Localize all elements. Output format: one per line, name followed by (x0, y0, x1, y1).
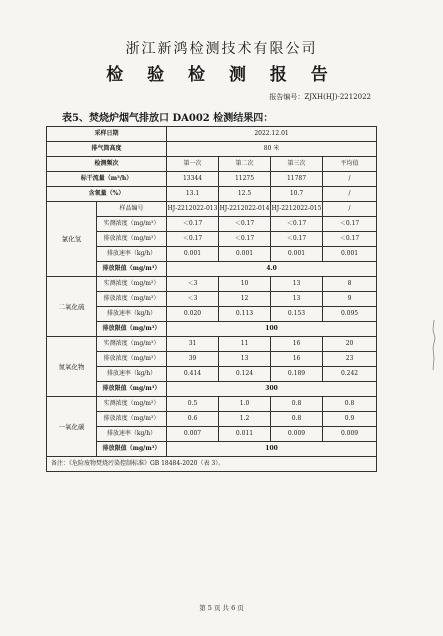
cell: 39 (167, 352, 219, 367)
pollutant-name-so2: 二氧化硫 (47, 277, 97, 337)
cell: ＜0.17 (219, 232, 271, 247)
cell: 0.242 (323, 367, 377, 382)
table-note: 备注：《危险废物焚烧污染控制标准》GB 18484-2020（表 3）。 (47, 457, 377, 472)
row-label: 排放速率（kg/h） (97, 307, 167, 322)
cell: 0.153 (271, 307, 323, 322)
stack-height-value: 80 米 (167, 142, 377, 157)
table-row (47, 307, 377, 322)
cell: 0.8 (271, 397, 323, 412)
freq-c3: 第三次 (271, 157, 323, 172)
cell: ＜3 (167, 292, 219, 307)
limit-value: 100 (167, 442, 377, 457)
row-label: 排放浓度（mg/m³） (97, 232, 167, 247)
table-row (47, 412, 377, 427)
cell: 1.0 (219, 397, 271, 412)
limit-label: 排放限值（mg/m³） (97, 262, 167, 277)
table-row (47, 382, 377, 397)
cell: 0.5 (167, 397, 219, 412)
row-label: 排放浓度（mg/m³） (97, 412, 167, 427)
table-row (47, 172, 377, 187)
row-label: 排放速率（kg/h） (97, 427, 167, 442)
cell: 11 (219, 337, 271, 352)
results-table (46, 126, 377, 472)
company-name: 浙江新鸿检测技术有限公司 (125, 41, 318, 57)
cell: 0.124 (219, 367, 271, 382)
table-row (47, 457, 377, 472)
table-row (47, 337, 377, 352)
sample-no-c1: HJ-2212022-013 (167, 202, 219, 217)
cell: 31 (167, 337, 219, 352)
limit-value: 100 (167, 322, 377, 337)
freq-avg: 平均值 (323, 157, 377, 172)
table-row (47, 202, 377, 217)
table-row (47, 397, 377, 412)
cell: 8 (323, 277, 377, 292)
limit-value: 300 (167, 382, 377, 397)
cell: 0.095 (323, 307, 377, 322)
cell: 13 (271, 277, 323, 292)
flow-label: 标干流量（m³/h） (47, 172, 167, 187)
freq-c1: 第一次 (167, 157, 219, 172)
table-row (47, 262, 377, 277)
margin-mark-icon (431, 320, 437, 370)
cell: 13 (271, 292, 323, 307)
table-row (47, 232, 377, 247)
cell: 0.011 (219, 427, 271, 442)
cell: 0.8 (271, 412, 323, 427)
table-title: 表5、焚烧炉烟气排放口 DA002 检测结果四： (62, 113, 274, 124)
o2-c3: 10.7 (271, 187, 323, 202)
freq-c2: 第二次 (219, 157, 271, 172)
cell: 12 (219, 292, 271, 307)
table-row (47, 247, 377, 262)
table-row (47, 352, 377, 367)
freq-label: 检测频次 (47, 157, 167, 172)
o2-label: 含氧量（%） (47, 187, 167, 202)
cell: 0.001 (219, 247, 271, 262)
pollutant-name-nox: 氮氧化物 (47, 337, 97, 397)
row-label: 实测浓度（mg/m³） (97, 277, 167, 292)
cell: ＜0.17 (167, 232, 219, 247)
cell: 23 (323, 352, 377, 367)
o2-c1: 13.1 (167, 187, 219, 202)
table-row (47, 427, 377, 442)
row-label: 实测浓度（mg/m³） (97, 217, 167, 232)
flow-c2: 11275 (219, 172, 271, 187)
sample-no-c2: HJ-2212022-014 (219, 202, 271, 217)
cell: 1.2 (219, 412, 271, 427)
limit-label: 排放限值（mg/m³） (97, 382, 167, 397)
cell: 0.001 (271, 247, 323, 262)
table-row (47, 292, 377, 307)
cell: ＜0.17 (271, 232, 323, 247)
row-label: 排放浓度（mg/m³） (97, 292, 167, 307)
cell: 13 (219, 352, 271, 367)
sample-date-label: 采样日期 (47, 127, 167, 142)
table-row (47, 127, 377, 142)
cell: 16 (271, 352, 323, 367)
report-number: 报告编号：ZJXH(HJ)-2212022 (269, 93, 371, 101)
flow-avg: / (323, 172, 377, 187)
table-row (47, 142, 377, 157)
cell: 0.009 (323, 427, 377, 442)
o2-c2: 12.5 (219, 187, 271, 202)
sample-no-avg: / (323, 202, 377, 217)
o2-avg: / (323, 187, 377, 202)
row-label: 实测浓度（mg/m³） (97, 337, 167, 352)
table-row (47, 322, 377, 337)
sample-no-c3: HJ-2212022-015 (271, 202, 323, 217)
cell: 0.020 (167, 307, 219, 322)
pollutant-name-hcl: 氯化氢 (47, 202, 97, 277)
cell: 20 (323, 337, 377, 352)
cell: ＜0.17 (323, 217, 377, 232)
sample-no-label: 样品编号 (97, 202, 167, 217)
table-row (47, 442, 377, 457)
table-row (47, 367, 377, 382)
cell: 0.001 (323, 247, 377, 262)
cell: 10 (219, 277, 271, 292)
cell: ＜0.17 (271, 217, 323, 232)
cell: 0.189 (271, 367, 323, 382)
row-label: 排放速率（kg/h） (97, 247, 167, 262)
row-label: 实测浓度（mg/m³） (97, 397, 167, 412)
cell: ＜3 (167, 277, 219, 292)
cell: 0.6 (167, 412, 219, 427)
cell: 0.113 (219, 307, 271, 322)
cell: 0.009 (271, 427, 323, 442)
cell: 0.007 (167, 427, 219, 442)
cell: 16 (271, 337, 323, 352)
cell: ＜0.17 (219, 217, 271, 232)
sample-date-value: 2022.12.01 (167, 127, 377, 142)
limit-label: 排放限值（mg/m³） (97, 442, 167, 457)
flow-c3: 11787 (271, 172, 323, 187)
row-label: 排放速率（kg/h） (97, 367, 167, 382)
cell: 0.414 (167, 367, 219, 382)
table-row (47, 157, 377, 172)
cell: 0.001 (167, 247, 219, 262)
cell: 0.8 (323, 397, 377, 412)
cell: ＜0.17 (167, 217, 219, 232)
limit-value: 4.0 (167, 262, 377, 277)
cell: 9 (323, 292, 377, 307)
report-title: 检 验 检 测 报 告 (106, 65, 337, 85)
flow-c1: 13344 (167, 172, 219, 187)
cell: ＜0.17 (323, 232, 377, 247)
table-row (47, 277, 377, 292)
page-number: 第 5 页 共 6 页 (199, 604, 244, 612)
table-row (47, 187, 377, 202)
table-row (47, 217, 377, 232)
limit-label: 排放限值（mg/m³） (97, 322, 167, 337)
cell: 0.9 (323, 412, 377, 427)
row-label: 排放浓度（mg/m³） (97, 352, 167, 367)
pollutant-name-co: 一氧化碳 (47, 397, 97, 457)
stack-height-label: 排气筒高度 (47, 142, 167, 157)
